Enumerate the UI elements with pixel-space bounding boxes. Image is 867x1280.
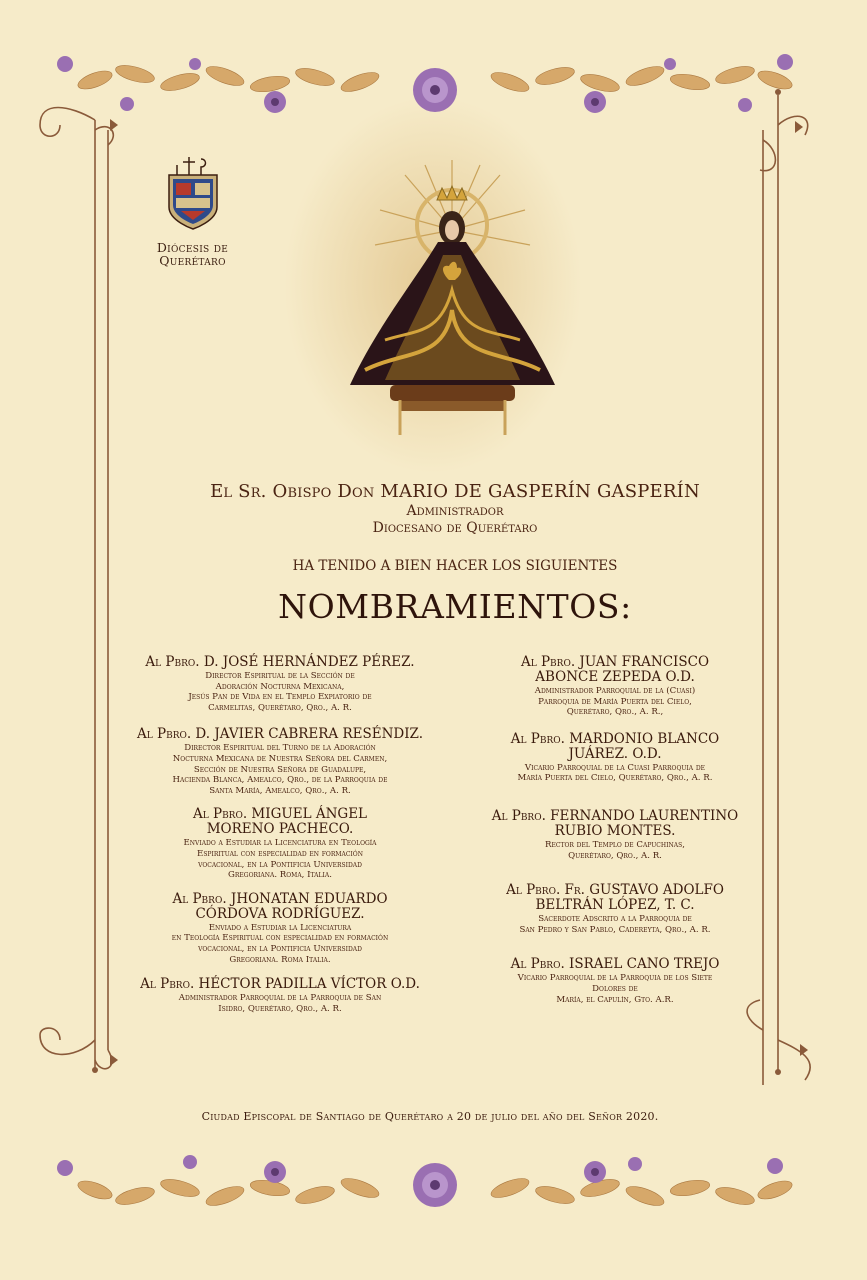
- appointment-description: Rector del Templo de Capuchinas, Querétaro, Qro., A. R.: [545, 839, 685, 861]
- appointment-description: Sacerdote Adscrito a la Parroquia de San Pedro y San Pablo, Cadereyta, Qro., A. R.: [519, 914, 711, 935]
- appointment-entry: [110, 977, 450, 1014]
- appointment-entry: [470, 957, 760, 1005]
- appointment-entry: [110, 807, 450, 880]
- administrator-title: [130, 503, 780, 537]
- top-floral-garland: [55, 50, 815, 130]
- appointee-name: Al Pbro. D. JAVIER CABRERA RESÉNDIZ.: [136, 726, 423, 743]
- diocese-name-line1: Diócesis de: [156, 240, 229, 255]
- appointment-description: Enviado a Estudiar la Licenciatura en Teología Espiritual con especialidad en formación vocacional, en la Pontificia Universidad Gregoriana. Roma Italia.: [171, 922, 389, 965]
- virgin-statue-image: [345, 160, 560, 440]
- date-place-footer: Ciudad Episcopal de Santiago de Querétaro a 20 de julio del año del Señor 2020.: [201, 1110, 659, 1123]
- appointment-description: Director Espiritual de la Sección de Adoración Nocturna Mexicana, Jesús Pan de Vida en el Templo Expiatorio de Carmelitas, Querétaro, Qro., A. R.: [188, 671, 372, 713]
- admin-line1: Administrador: [406, 503, 504, 519]
- appointment-entry: [110, 655, 450, 713]
- appointments-left-column: [110, 655, 450, 1014]
- appointment-entry: [110, 892, 450, 965]
- appointment-description: Vicario Parroquial de la Parroquia de los Siete Dolores de María, el Capulín, Gto. A.R.: [517, 973, 713, 1005]
- appointee-name: Al Pbro. Fr. GUSTAVO ADOLFO BELTRÁN LÓPEZ, T. C.: [506, 882, 724, 914]
- appointment-entry: [470, 655, 760, 718]
- appointment-entry: [110, 727, 450, 796]
- appointee-name: Al Pbro. MIGUEL ÁNGEL MORENO PACHECO.: [192, 806, 368, 838]
- appointment-description: Enviado a Estudiar la Licenciatura en Teología Espiritual con especialidad en formación vocacional, en la Pontificia Universidad Gregoriana. Roma, Italia.: [183, 838, 377, 881]
- admin-line2: Diocesano de Querétaro: [372, 520, 538, 536]
- appointee-name: Al Pbro. JHONATAN EDUARDO CÓRDOVA RODRÍGUEZ.: [172, 890, 388, 922]
- appointee-name: Al Pbro. HÉCTOR PADILLA VÍCTOR O.D.: [140, 976, 420, 993]
- appointments-right-column: [470, 655, 760, 1005]
- intro-line: HA TENIDO A BIEN HACER LOS SIGUIENTES: [292, 558, 618, 574]
- appointment-description: Administrador Parroquial de la Parroquia de San Isidro, Querétaro, Qro., A. R.: [178, 993, 382, 1014]
- diocese-shield-icon: [165, 155, 221, 233]
- appointment-entry: [470, 883, 760, 935]
- appointment-entry: [470, 732, 760, 784]
- appointee-name: Al Pbro. FERNANDO LAURENTINO RUBIO MONTES.: [491, 807, 739, 839]
- appointee-name: Al Pbro. D. JOSÉ HERNÁNDEZ PÉREZ.: [145, 654, 415, 670]
- diocese-name-line2: Querétaro: [159, 253, 226, 268]
- appointment-description: Vicario Parroquial de la Cuasi Parroquia de María Puerta del Cielo, Querétaro, Qro., A. R.: [517, 762, 713, 784]
- bishop-line: El Sr. Obispo Don MARIO DE GASPERÍN GASPERÍN: [210, 481, 700, 502]
- appointee-name: Al Pbro. MARDONIO BLANCO JUÁREZ. O.D.: [510, 730, 720, 762]
- appointment-description: Director Espiritual del Turno de la Adoración Nocturna Mexicana de Nuestra Señora del Carmen, Sección de Nuestra Señora de Guadalupe, Hacienda Blanca, Amealco, Qro., de la Parroquia de Santa María, Amealco, Qro., A. R.: [172, 743, 388, 796]
- diocese-logo: [145, 155, 240, 267]
- bottom-floral-garland: [55, 1150, 815, 1230]
- appointee-name: Al Pbro. ISRAEL CANO TREJO: [510, 956, 720, 973]
- appointee-name: Al Pbro. JUAN FRANCISCO ABONCE ZEPEDA O.D.: [520, 654, 710, 685]
- appointment-entry: [470, 809, 760, 861]
- appointment-description: Administrador Parroquial de la (Cuasi) Parroquia de María Puerta del Cielo, Querétaro, Qro., A. R.,: [534, 686, 696, 718]
- document-title: NOMBRAMIENTOS:: [278, 587, 632, 626]
